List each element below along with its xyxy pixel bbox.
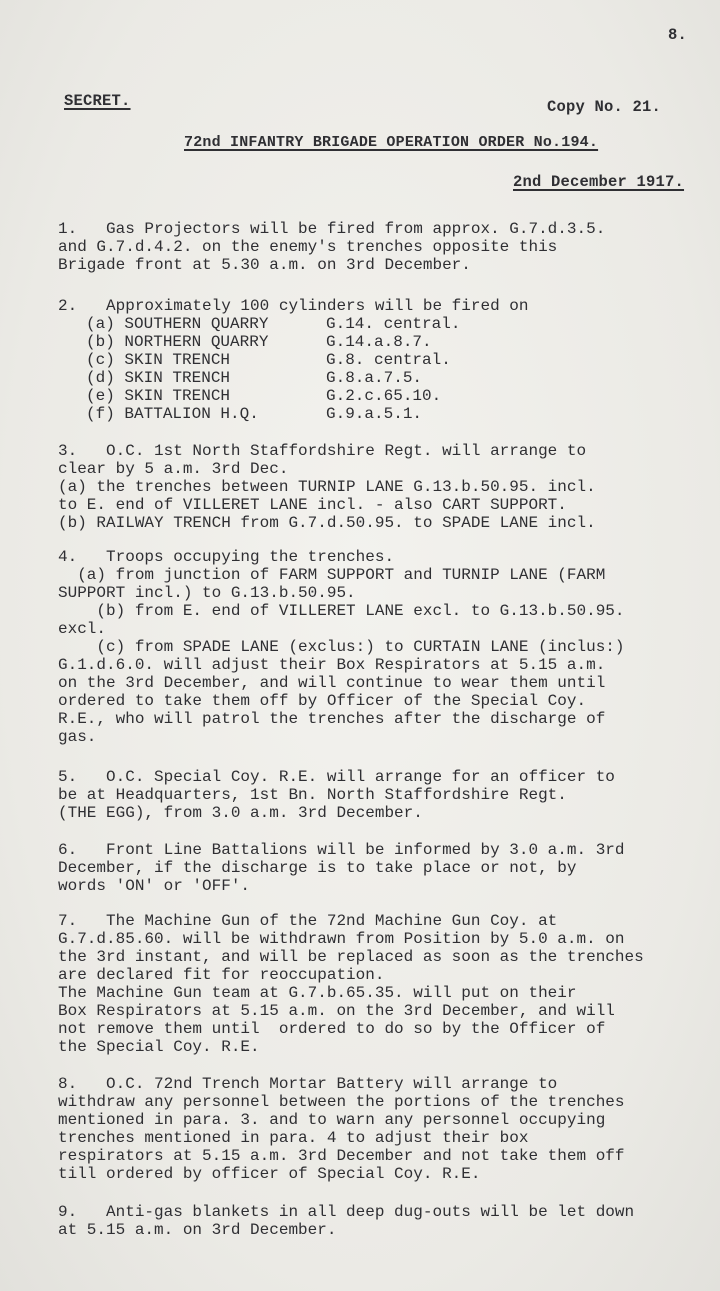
p2-intro: 2. Approximately 100 cylinders will be fired on (58, 297, 529, 315)
paragraph-7 (58, 912, 716, 1056)
p8-line: till ordered by officer of Special Coy. R.E. (58, 1165, 481, 1183)
target-label: (b) NORTHERN QUARRY (86, 333, 269, 351)
target-ref: G.9.a.5.1. (326, 405, 423, 423)
p8-line: withdraw any personnel between the portions of the trenches (58, 1093, 625, 1111)
target-ref: G.14.a.8.7. (326, 333, 432, 351)
p4-line: on the 3rd December, and will continue to wear them until (58, 674, 606, 692)
target-item (86, 405, 716, 423)
p7-line: The Machine Gun team at G.7.b.65.35. will put on their (58, 984, 577, 1002)
paragraph-9 (58, 1203, 716, 1239)
target-item (86, 315, 716, 333)
order-title: 72nd INFANTRY BRIGADE OPERATION ORDER No.194. (184, 134, 599, 151)
target-item (86, 351, 716, 369)
p4-line: ordered to take them off by Officer of the Special Coy. (58, 692, 587, 710)
paragraph-4 (58, 548, 716, 746)
page-number: 8. (668, 26, 688, 44)
p3-line: (b) RAILWAY TRENCH from G.7.d.50.95. to SPADE LANE incl. (58, 514, 596, 532)
copy-number: Copy No. 21. (547, 98, 662, 116)
p1-line: Brigade front at 5.30 a.m. on 3rd December. (58, 256, 471, 274)
paragraph-8 (58, 1075, 716, 1183)
p4-line: (c) from SPADE LANE (exclus:) to CURTAIN LANE (inclus:) (58, 638, 625, 656)
target-label: (f) BATTALION H.Q. (86, 405, 259, 423)
p7-line: are declared fit for reoccupation. (58, 966, 385, 984)
target-label: (e) SKIN TRENCH (86, 387, 231, 405)
p7-line: G.7.d.85.60. will be withdrawn from Position by 5.0 a.m. on (58, 930, 625, 948)
p4-line: G.1.d.6.0. will adjust their Box Respirators at 5.15 a.m. (58, 656, 606, 674)
target-label: (a) SOUTHERN QUARRY (86, 315, 269, 333)
p6-line: December, if the discharge is to take place or not, by (58, 859, 577, 877)
p3-line: to E. end of VILLERET LANE incl. - also CART SUPPORT. (58, 496, 567, 514)
p4-line: excl. (58, 620, 107, 638)
target-ref: G.8.a.7.5. (326, 369, 423, 387)
p7-line: the Special Coy. R.E. (58, 1038, 260, 1056)
p7-line: 7. The Machine Gun of the 72nd Machine Gun Coy. at (58, 912, 558, 930)
paragraph-5 (58, 768, 716, 822)
p5-line: 5. O.C. Special Coy. R.E. will arrange for an officer to (58, 768, 615, 786)
p8-line: mentioned in para. 3. and to warn any personnel occupying (58, 1111, 606, 1129)
target-ref: G.2.c.65.10. (326, 387, 442, 405)
order-date: 2nd December 1917. (513, 173, 685, 191)
p5-line: be at Headquarters, 1st Bn. North Staffordshire Regt. (58, 786, 567, 804)
target-item (86, 369, 716, 387)
p4-line: gas. (58, 728, 97, 746)
p3-line: (a) the trenches between TURNIP LANE G.13.b.50.95. incl. (58, 478, 596, 496)
target-item (86, 333, 716, 351)
p8-line: respirators at 5.15 a.m. 3rd December and not take them off (58, 1147, 625, 1165)
secret-label: SECRET. (64, 92, 131, 110)
p6-line: words 'ON' or 'OFF'. (58, 877, 251, 895)
target-list (58, 315, 716, 423)
p9-line: 9. Anti-gas blankets in all deep dug-outs will be let down (58, 1203, 635, 1221)
p7-line: the 3rd instant, and will be replaced as soon as the trenches (58, 948, 644, 966)
p3-line: clear by 5 a.m. 3rd Dec. (58, 460, 289, 478)
p1-line: 1. Gas Projectors will be fired from approx. G.7.d.3.5. (58, 220, 606, 238)
paragraph-2 (58, 297, 716, 423)
p4-line: (a) from junction of FARM SUPPORT and TURNIP LANE (FARM (58, 566, 606, 584)
p3-line: 3. O.C. 1st North Staffordshire Regt. will arrange to (58, 442, 587, 460)
target-ref: G.14. central. (326, 315, 461, 333)
paragraph-6 (58, 841, 716, 895)
p4-line: SUPPORT incl.) to G.13.b.50.95. (58, 584, 356, 602)
target-label: (c) SKIN TRENCH (86, 351, 231, 369)
p4-line: 4. Troops occupying the trenches. (58, 548, 395, 566)
target-item (86, 387, 716, 405)
p8-line: 8. O.C. 72nd Trench Mortar Battery will arrange to (58, 1075, 558, 1093)
paragraph-1 (58, 220, 716, 274)
p7-line: Box Respirators at 5.15 a.m. on the 3rd December, and will (58, 1002, 615, 1020)
target-label: (d) SKIN TRENCH (86, 369, 231, 387)
target-ref: G.8. central. (326, 351, 451, 369)
p1-line: and G.7.d.4.2. on the enemy's trenches opposite this (58, 238, 558, 256)
p6-line: 6. Front Line Battalions will be informed by 3.0 a.m. 3rd (58, 841, 625, 859)
p4-line: (b) from E. end of VILLERET LANE excl. to G.13.b.50.95. (58, 602, 625, 620)
p9-line: at 5.15 a.m. on 3rd December. (58, 1221, 337, 1239)
p5-line: (THE EGG), from 3.0 a.m. 3rd December. (58, 804, 423, 822)
p7-line: not remove them until ordered to do so by the Officer of (58, 1020, 606, 1038)
p4-line: R.E., who will patrol the trenches after the discharge of (58, 710, 606, 728)
p8-line: trenches mentioned in para. 4 to adjust their box (58, 1129, 529, 1147)
paragraph-3 (58, 442, 716, 532)
